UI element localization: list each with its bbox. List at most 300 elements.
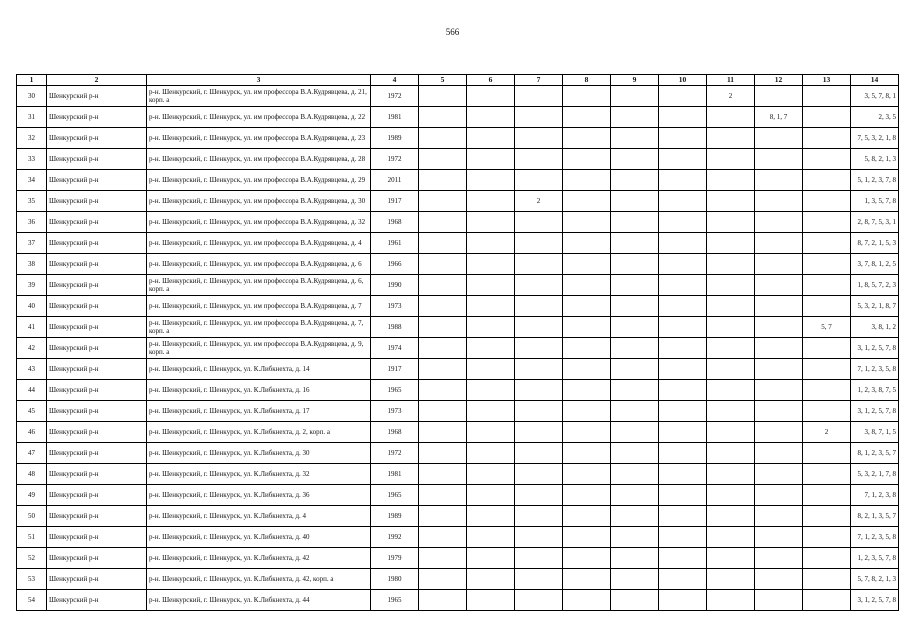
year-cell: 1966 <box>371 254 419 275</box>
row-number-cell: 37 <box>17 233 47 254</box>
table-row <box>17 359 899 380</box>
address-text: р-н. Шенкурский, г. Шенкурск, ул. им профессора В.А.Кудрявцева, д. 32 <box>149 218 366 226</box>
col12-cell <box>755 380 803 401</box>
row-number-cell: 54 <box>17 590 47 611</box>
address-cell <box>147 422 371 443</box>
col5-cell <box>419 86 467 107</box>
row-number-cell: 47 <box>17 443 47 464</box>
col6-cell <box>467 149 515 170</box>
col9-cell <box>611 107 659 128</box>
address-text: р-н. Шенкурский, г. Шенкурск, ул. К.Либкнехта, д. 2, корп. а <box>149 428 330 436</box>
table-row <box>17 506 899 527</box>
district-cell: Шенкурский р-н <box>47 590 147 611</box>
col5-cell <box>419 443 467 464</box>
col8-cell <box>563 548 611 569</box>
column-header: 13 <box>803 75 851 86</box>
col13-cell <box>803 275 851 296</box>
col9-cell <box>611 275 659 296</box>
column-header: 6 <box>467 75 515 86</box>
address-cell <box>147 191 371 212</box>
col13-cell <box>803 191 851 212</box>
col5-cell <box>419 485 467 506</box>
col11-cell <box>707 191 755 212</box>
col6-cell <box>467 380 515 401</box>
col9-cell <box>611 233 659 254</box>
district-cell: Шенкурский р-н <box>47 149 147 170</box>
year-cell: 1989 <box>371 128 419 149</box>
col13-cell <box>803 443 851 464</box>
table-row <box>17 338 899 359</box>
col14-cell: 1, 3, 5, 7, 8 <box>851 191 899 212</box>
col12-cell <box>755 191 803 212</box>
address-text: р-н. Шенкурский, г. Шенкурск, ул. им профессора В.А.Кудрявцева, д. 23 <box>149 134 366 142</box>
row-number-cell: 41 <box>17 317 47 338</box>
table-row <box>17 191 899 212</box>
col12-cell <box>755 338 803 359</box>
col10-cell <box>659 380 707 401</box>
table-row <box>17 128 899 149</box>
col13-cell <box>803 506 851 527</box>
address-cell <box>147 443 371 464</box>
col7-cell <box>515 401 563 422</box>
col8-cell <box>563 233 611 254</box>
col14-cell: 7, 5, 3, 2, 1, 8 <box>851 128 899 149</box>
col11-cell <box>707 317 755 338</box>
col9-cell <box>611 86 659 107</box>
col10-cell <box>659 170 707 191</box>
year-cell: 1961 <box>371 233 419 254</box>
col9-cell <box>611 464 659 485</box>
col10-cell <box>659 296 707 317</box>
col9-cell <box>611 212 659 233</box>
address-cell <box>147 86 371 107</box>
header-row <box>17 75 899 86</box>
address-text: р-н. Шенкурский, г. Шенкурск, ул. К.Либкнехта, д. 17 <box>149 407 310 415</box>
col9-cell <box>611 527 659 548</box>
col14-cell: 1, 2, 3, 8, 7, 5 <box>851 380 899 401</box>
col11-cell <box>707 485 755 506</box>
district-cell: Шенкурский р-н <box>47 128 147 149</box>
row-number-cell: 53 <box>17 569 47 590</box>
address-cell <box>147 128 371 149</box>
col6-cell <box>467 485 515 506</box>
col5-cell <box>419 359 467 380</box>
col7-cell <box>515 506 563 527</box>
col9-cell <box>611 590 659 611</box>
column-header: 10 <box>659 75 707 86</box>
col8-cell <box>563 170 611 191</box>
col9-cell <box>611 317 659 338</box>
col7-cell <box>515 86 563 107</box>
address-text: р-н. Шенкурский, г. Шенкурск, ул. им профессора В.А.Кудрявцева, д. 30 <box>149 197 366 205</box>
col14-cell: 2, 8, 7, 5, 3, 1 <box>851 212 899 233</box>
col11-cell <box>707 275 755 296</box>
district-cell: Шенкурский р-н <box>47 296 147 317</box>
address-text: р-н. Шенкурский, г. Шенкурск, ул. К.Либкнехта, д. 40 <box>149 533 310 541</box>
row-number-cell: 34 <box>17 170 47 191</box>
table-row <box>17 527 899 548</box>
address-cell <box>147 296 371 317</box>
col12-cell <box>755 212 803 233</box>
year-cell: 1979 <box>371 548 419 569</box>
table-row <box>17 233 899 254</box>
district-cell: Шенкурский р-н <box>47 212 147 233</box>
address-cell <box>147 275 371 296</box>
address-text: р-н. Шенкурский, г. Шенкурск, ул. К.Либкнехта, д. 36 <box>149 491 310 499</box>
col10-cell <box>659 212 707 233</box>
year-cell: 1972 <box>371 443 419 464</box>
year-cell: 1992 <box>371 527 419 548</box>
col12-cell <box>755 254 803 275</box>
col6-cell <box>467 464 515 485</box>
district-cell: Шенкурский р-н <box>47 317 147 338</box>
district-cell: Шенкурский р-н <box>47 170 147 191</box>
col11-cell <box>707 338 755 359</box>
address-cell <box>147 359 371 380</box>
col11-cell: 2 <box>707 86 755 107</box>
col6-cell <box>467 569 515 590</box>
district-cell: Шенкурский р-н <box>47 86 147 107</box>
table-row <box>17 569 899 590</box>
col13-cell <box>803 254 851 275</box>
col14-cell: 3, 1, 2, 5, 7, 8 <box>851 590 899 611</box>
col9-cell <box>611 569 659 590</box>
col7-cell <box>515 359 563 380</box>
address-text: р-н. Шенкурский, г. Шенкурск, ул. им профессора В.А.Кудрявцева, д. 28 <box>149 155 366 163</box>
col7-cell <box>515 380 563 401</box>
col12-cell <box>755 590 803 611</box>
col10-cell <box>659 275 707 296</box>
row-number-cell: 31 <box>17 107 47 128</box>
row-number-cell: 40 <box>17 296 47 317</box>
col9-cell <box>611 128 659 149</box>
col9-cell <box>611 359 659 380</box>
col14-cell: 3, 5, 7, 8, 1 <box>851 86 899 107</box>
col5-cell <box>419 254 467 275</box>
row-number-cell: 35 <box>17 191 47 212</box>
address-cell <box>147 569 371 590</box>
table-row <box>17 464 899 485</box>
table-row <box>17 275 899 296</box>
col7-cell <box>515 443 563 464</box>
col8-cell <box>563 128 611 149</box>
col14-cell: 1, 2, 3, 5, 7, 8 <box>851 548 899 569</box>
table-body <box>17 86 899 611</box>
registry-table <box>16 74 899 611</box>
col7-cell: 2 <box>515 191 563 212</box>
col6-cell <box>467 317 515 338</box>
col13-cell <box>803 128 851 149</box>
col5-cell <box>419 401 467 422</box>
column-header: 8 <box>563 75 611 86</box>
year-cell: 1965 <box>371 590 419 611</box>
col8-cell <box>563 422 611 443</box>
column-header: 14 <box>851 75 899 86</box>
col7-cell <box>515 254 563 275</box>
col7-cell <box>515 170 563 191</box>
col8-cell <box>563 380 611 401</box>
col7-cell <box>515 317 563 338</box>
col8-cell <box>563 275 611 296</box>
col6-cell <box>467 590 515 611</box>
table-row <box>17 380 899 401</box>
row-number-cell: 39 <box>17 275 47 296</box>
col6-cell <box>467 191 515 212</box>
column-header: 9 <box>611 75 659 86</box>
address-cell <box>147 548 371 569</box>
year-cell: 1968 <box>371 422 419 443</box>
col5-cell <box>419 464 467 485</box>
col13-cell <box>803 527 851 548</box>
col5-cell <box>419 338 467 359</box>
table-row <box>17 86 899 107</box>
col9-cell <box>611 380 659 401</box>
col10-cell <box>659 317 707 338</box>
col8-cell <box>563 338 611 359</box>
col6-cell <box>467 422 515 443</box>
table-row <box>17 548 899 569</box>
col12-cell <box>755 170 803 191</box>
row-number-cell: 33 <box>17 149 47 170</box>
col11-cell <box>707 380 755 401</box>
col14-cell: 8, 1, 2, 3, 5, 7 <box>851 443 899 464</box>
col14-cell: 3, 1, 2, 5, 7, 8 <box>851 338 899 359</box>
col6-cell <box>467 254 515 275</box>
address-text: р-н. Шенкурский, г. Шенкурск, ул. К.Либкнехта, д. 14 <box>149 365 310 373</box>
col14-cell: 3, 8, 7, 1, 5 <box>851 422 899 443</box>
col12-cell <box>755 464 803 485</box>
col13-cell <box>803 590 851 611</box>
col13-cell <box>803 170 851 191</box>
col8-cell <box>563 317 611 338</box>
address-text: р-н. Шенкурский, г. Шенкурск, ул. К.Либкнехта, д. 4 <box>149 512 307 520</box>
table-row <box>17 296 899 317</box>
col11-cell <box>707 569 755 590</box>
col9-cell <box>611 254 659 275</box>
year-cell: 1990 <box>371 275 419 296</box>
col13-cell <box>803 149 851 170</box>
col13-cell <box>803 86 851 107</box>
table-row <box>17 107 899 128</box>
row-number-cell: 46 <box>17 422 47 443</box>
column-header: 11 <box>707 75 755 86</box>
year-cell: 1972 <box>371 86 419 107</box>
table-row <box>17 443 899 464</box>
year-cell: 1988 <box>371 317 419 338</box>
address-text: р-н. Шенкурский, г. Шенкурск, ул. К.Либкнехта, д. 32 <box>149 470 310 478</box>
col6-cell <box>467 212 515 233</box>
col7-cell <box>515 590 563 611</box>
col11-cell <box>707 149 755 170</box>
col5-cell <box>419 317 467 338</box>
col10-cell <box>659 86 707 107</box>
district-cell: Шенкурский р-н <box>47 569 147 590</box>
col7-cell <box>515 338 563 359</box>
col14-cell: 1, 8, 5, 7, 2, 3 <box>851 275 899 296</box>
table-row <box>17 401 899 422</box>
year-cell: 1981 <box>371 464 419 485</box>
row-number-cell: 38 <box>17 254 47 275</box>
col14-cell: 7, 1, 2, 3, 5, 8 <box>851 359 899 380</box>
address-cell <box>147 527 371 548</box>
col8-cell <box>563 359 611 380</box>
address-text: р-н. Шенкурский, г. Шенкурск, ул. им профессора В.А.Кудрявцева, д. 29 <box>149 176 366 184</box>
col12-cell <box>755 317 803 338</box>
col11-cell <box>707 233 755 254</box>
row-number-cell: 32 <box>17 128 47 149</box>
year-cell: 1965 <box>371 380 419 401</box>
col5-cell <box>419 233 467 254</box>
col11-cell <box>707 506 755 527</box>
column-header: 1 <box>17 75 47 86</box>
col10-cell <box>659 107 707 128</box>
col14-cell: 7, 1, 2, 3, 8 <box>851 485 899 506</box>
col7-cell <box>515 485 563 506</box>
col9-cell <box>611 548 659 569</box>
col10-cell <box>659 149 707 170</box>
address-cell <box>147 590 371 611</box>
col10-cell <box>659 569 707 590</box>
address-cell <box>147 149 371 170</box>
col10-cell <box>659 464 707 485</box>
col7-cell <box>515 128 563 149</box>
col13-cell <box>803 485 851 506</box>
column-header: 2 <box>47 75 147 86</box>
col9-cell <box>611 338 659 359</box>
col12-cell: 8, 1, 7 <box>755 107 803 128</box>
col14-cell: 8, 2, 1, 3, 5, 7 <box>851 506 899 527</box>
address-text: р-н. Шенкурский, г. Шенкурск, ул. им профессора В.А.Кудрявцева, д. 7 <box>149 302 362 310</box>
col6-cell <box>467 401 515 422</box>
district-cell: Шенкурский р-н <box>47 485 147 506</box>
address-text: р-н. Шенкурский, г. Шенкурск, ул. им профессора В.А.Кудрявцева, д. 9, корп. а <box>149 340 364 356</box>
col10-cell <box>659 506 707 527</box>
district-cell: Шенкурский р-н <box>47 254 147 275</box>
row-number-cell: 51 <box>17 527 47 548</box>
col13-cell <box>803 569 851 590</box>
col7-cell <box>515 527 563 548</box>
col8-cell <box>563 569 611 590</box>
row-number-cell: 45 <box>17 401 47 422</box>
col8-cell <box>563 212 611 233</box>
address-text: р-н. Шенкурский, г. Шенкурск, ул. им профессора В.А.Кудрявцева, д. 21, корп. а <box>149 88 367 104</box>
col11-cell <box>707 254 755 275</box>
col8-cell <box>563 401 611 422</box>
row-number-cell: 43 <box>17 359 47 380</box>
col7-cell <box>515 212 563 233</box>
district-cell: Шенкурский р-н <box>47 359 147 380</box>
col5-cell <box>419 422 467 443</box>
column-header: 7 <box>515 75 563 86</box>
district-cell: Шенкурский р-н <box>47 338 147 359</box>
table-row <box>17 170 899 191</box>
column-header: 12 <box>755 75 803 86</box>
col11-cell <box>707 170 755 191</box>
col5-cell <box>419 149 467 170</box>
address-cell <box>147 338 371 359</box>
col11-cell <box>707 443 755 464</box>
col10-cell <box>659 548 707 569</box>
address-text: р-н. Шенкурский, г. Шенкурск, ул. К.Либкнехта, д. 30 <box>149 449 310 457</box>
address-text: р-н. Шенкурский, г. Шенкурск, ул. им профессора В.А.Кудрявцева, д. 4 <box>149 239 362 247</box>
address-text: р-н. Шенкурский, г. Шенкурск, ул. им профессора В.А.Кудрявцева, д. 22 <box>149 113 366 121</box>
year-cell: 1917 <box>371 359 419 380</box>
col7-cell <box>515 275 563 296</box>
col11-cell <box>707 359 755 380</box>
col5-cell <box>419 107 467 128</box>
row-number-cell: 36 <box>17 212 47 233</box>
col7-cell <box>515 233 563 254</box>
col10-cell <box>659 443 707 464</box>
col12-cell <box>755 422 803 443</box>
address-cell <box>147 107 371 128</box>
table-row <box>17 212 899 233</box>
col5-cell <box>419 170 467 191</box>
district-cell: Шенкурский р-н <box>47 443 147 464</box>
col8-cell <box>563 149 611 170</box>
address-text: р-н. Шенкурский, г. Шенкурск, ул. К.Либкнехта, д. 42, корп. а <box>149 575 334 583</box>
column-header: 4 <box>371 75 419 86</box>
district-cell: Шенкурский р-н <box>47 401 147 422</box>
address-text: р-н. Шенкурский, г. Шенкурск, ул. им профессора В.А.Кудрявцева, д. 6 <box>149 260 362 268</box>
col9-cell <box>611 170 659 191</box>
column-header: 5 <box>419 75 467 86</box>
col8-cell <box>563 254 611 275</box>
col14-cell: 5, 8, 2, 1, 3 <box>851 149 899 170</box>
col14-cell: 5, 3, 2, 1, 7, 8 <box>851 464 899 485</box>
year-cell: 1989 <box>371 506 419 527</box>
column-header: 3 <box>147 75 371 86</box>
address-text: р-н. Шенкурский, г. Шенкурск, ул. К.Либкнехта, д. 44 <box>149 596 310 604</box>
col6-cell <box>467 527 515 548</box>
col9-cell <box>611 191 659 212</box>
col14-cell: 8, 7, 2, 1, 5, 3 <box>851 233 899 254</box>
district-cell: Шенкурский р-н <box>47 275 147 296</box>
address-cell <box>147 233 371 254</box>
col11-cell <box>707 422 755 443</box>
col13-cell <box>803 401 851 422</box>
year-cell: 2011 <box>371 170 419 191</box>
col5-cell <box>419 128 467 149</box>
col12-cell <box>755 128 803 149</box>
col11-cell <box>707 212 755 233</box>
col10-cell <box>659 485 707 506</box>
district-cell: Шенкурский р-н <box>47 527 147 548</box>
col5-cell <box>419 191 467 212</box>
col13-cell <box>803 233 851 254</box>
address-cell <box>147 254 371 275</box>
col6-cell <box>467 296 515 317</box>
address-cell <box>147 485 371 506</box>
row-number-cell: 42 <box>17 338 47 359</box>
year-cell: 1973 <box>371 401 419 422</box>
table-row <box>17 317 899 338</box>
col11-cell <box>707 527 755 548</box>
col10-cell <box>659 359 707 380</box>
col13-cell: 5, 7 <box>803 317 851 338</box>
col14-cell: 5, 3, 2, 1, 8, 7 <box>851 296 899 317</box>
col10-cell <box>659 191 707 212</box>
col13-cell <box>803 107 851 128</box>
col13-cell <box>803 338 851 359</box>
col12-cell <box>755 275 803 296</box>
col9-cell <box>611 401 659 422</box>
row-number-cell: 52 <box>17 548 47 569</box>
col6-cell <box>467 233 515 254</box>
table-row <box>17 485 899 506</box>
col8-cell <box>563 296 611 317</box>
col5-cell <box>419 275 467 296</box>
